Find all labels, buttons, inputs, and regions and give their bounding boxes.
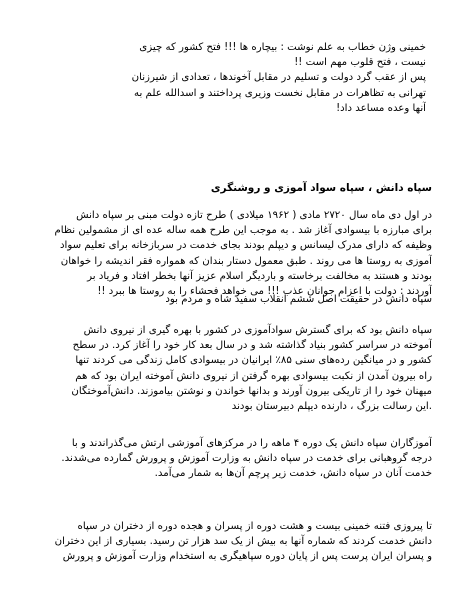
paragraph-line: میهنان خود را از تاریکی بیرون آورند و بدانها خواندن و نوشتن بیاموزند. دانش‌آموختگان [71, 385, 432, 397]
paragraph-line: آموزی به روستا ها می روند . طبق معمول دستار بندان که همواره فقر اندیشه را خواهان [60, 255, 432, 267]
paragraph-3 [32, 323, 432, 414]
intro-paragraph [38, 40, 426, 116]
paragraph-1 [32, 208, 432, 299]
paragraph-line: کشور و در میانگین رده‌های سنی ۸۵٪ ایرانیان در بیسوادی کامل زندگی می کردند تنها [75, 355, 432, 367]
paragraph-line: سپاه دانش بود که برای گسترش سوادآموزی در کشور با بهره گیری از نیروی دانش [83, 325, 432, 336]
paragraph-line: برای مبارزه با بیسوادی آغاز شد . به موجب این طرح همه ساله عده ای از مشمولین نظام [54, 225, 432, 237]
paragraph-line: آموخته در سراسر کشور بنیاد گذاشته شد و در سال بعد کار خود را آغاز کرد. در سطح [72, 340, 432, 352]
paragraph-line: .این رسالت بزرگ ، دارنده دیپلم دبیرستان بودند [231, 401, 432, 413]
paragraph-line: خدمت آنان در سپاه دانش، خدمت زیر پرچم آن‌ها به شمار می‌آمد. [154, 468, 432, 480]
paragraph-line: تا پیروزی فتنه خمینی بیست و هشت دوره از پسران و هجده دوره از دختران در سپاه [77, 521, 432, 532]
paragraph-line: در اول دی ماه سال ۲۷۲۰ مادی ( ۱۹۶۲ میلادی ) طرح تازه دولت مبنی بر سپاه دانش [76, 210, 432, 221]
paragraph-line: و پسران ایران پرست پس از پایان دوره سپاهیگری به استخدام وزارت آموزش و پرورش [62, 551, 432, 563]
paragraph-line: راه بیرون آمدن از نکبت بیسوادی بهره گرفتن از نیروی دانش آموخته ایران بود که هم [75, 370, 432, 382]
paragraph-line: آوردند : دولت با اعزام جوانان عذب !!! می خواهد فحشاء را به روستا ها ببرد !! [97, 286, 432, 298]
paragraph-line: بودند و هستند به مخالفت برخاسته و باردیگر اسلام عزیز آنها بخطر افتاد و فریاد بر [87, 270, 432, 282]
intro-line: نیست ، فتح قلوب مهم است !! [294, 57, 426, 69]
intro-line: خمینی وژن خطاب به علم نوشت : بیچاره ها !!! فتح کشور که چیزی [139, 42, 426, 53]
intro-line: پس از عقب گرد دولت و تسلیم در مقابل آخوندها ، تعدادی از شیرزنان [131, 72, 426, 84]
intro-line: تهرانی به تظاهرات در مقابل نخست وزیری پرداختند و اسدالله علم به [134, 87, 426, 99]
paragraph-line: وظیفه که دارای مدرک لیسانس و دیپلم بودند بجای خدمت در سربازخانه برای تعلیم سواد [60, 240, 432, 252]
intro-line: آنها وعده مساعد داد! [336, 102, 426, 114]
section-heading: سپاه دانش ، سپاه سواد آموزی و روشنگری [210, 182, 432, 194]
paragraph-5 [32, 519, 432, 565]
section-heading-block [32, 181, 432, 196]
paragraph-line: درجه گروهبانی برای خدمت در سپاه دانش به وزارت آموزش و پرورش گمارده می‌شدند. [61, 453, 432, 465]
paragraph-line: دانش خدمت کردند که شماره آنها به بیش از یک سد هزار تن رسید. بسیاری از این دختران [54, 536, 432, 548]
paragraph-line: سپاه دانش در حقیقت اصل ششم انقلاب سفید شاه و مردم بود [165, 294, 432, 305]
paragraph-2 [32, 292, 432, 307]
paragraph-4 [32, 436, 432, 482]
paragraph-line: آموزگاران سپاه دانش یک دوره ۴ ماهه را در مرکزهای آموزشی ارتش می‌گذراندند و با [71, 438, 432, 449]
